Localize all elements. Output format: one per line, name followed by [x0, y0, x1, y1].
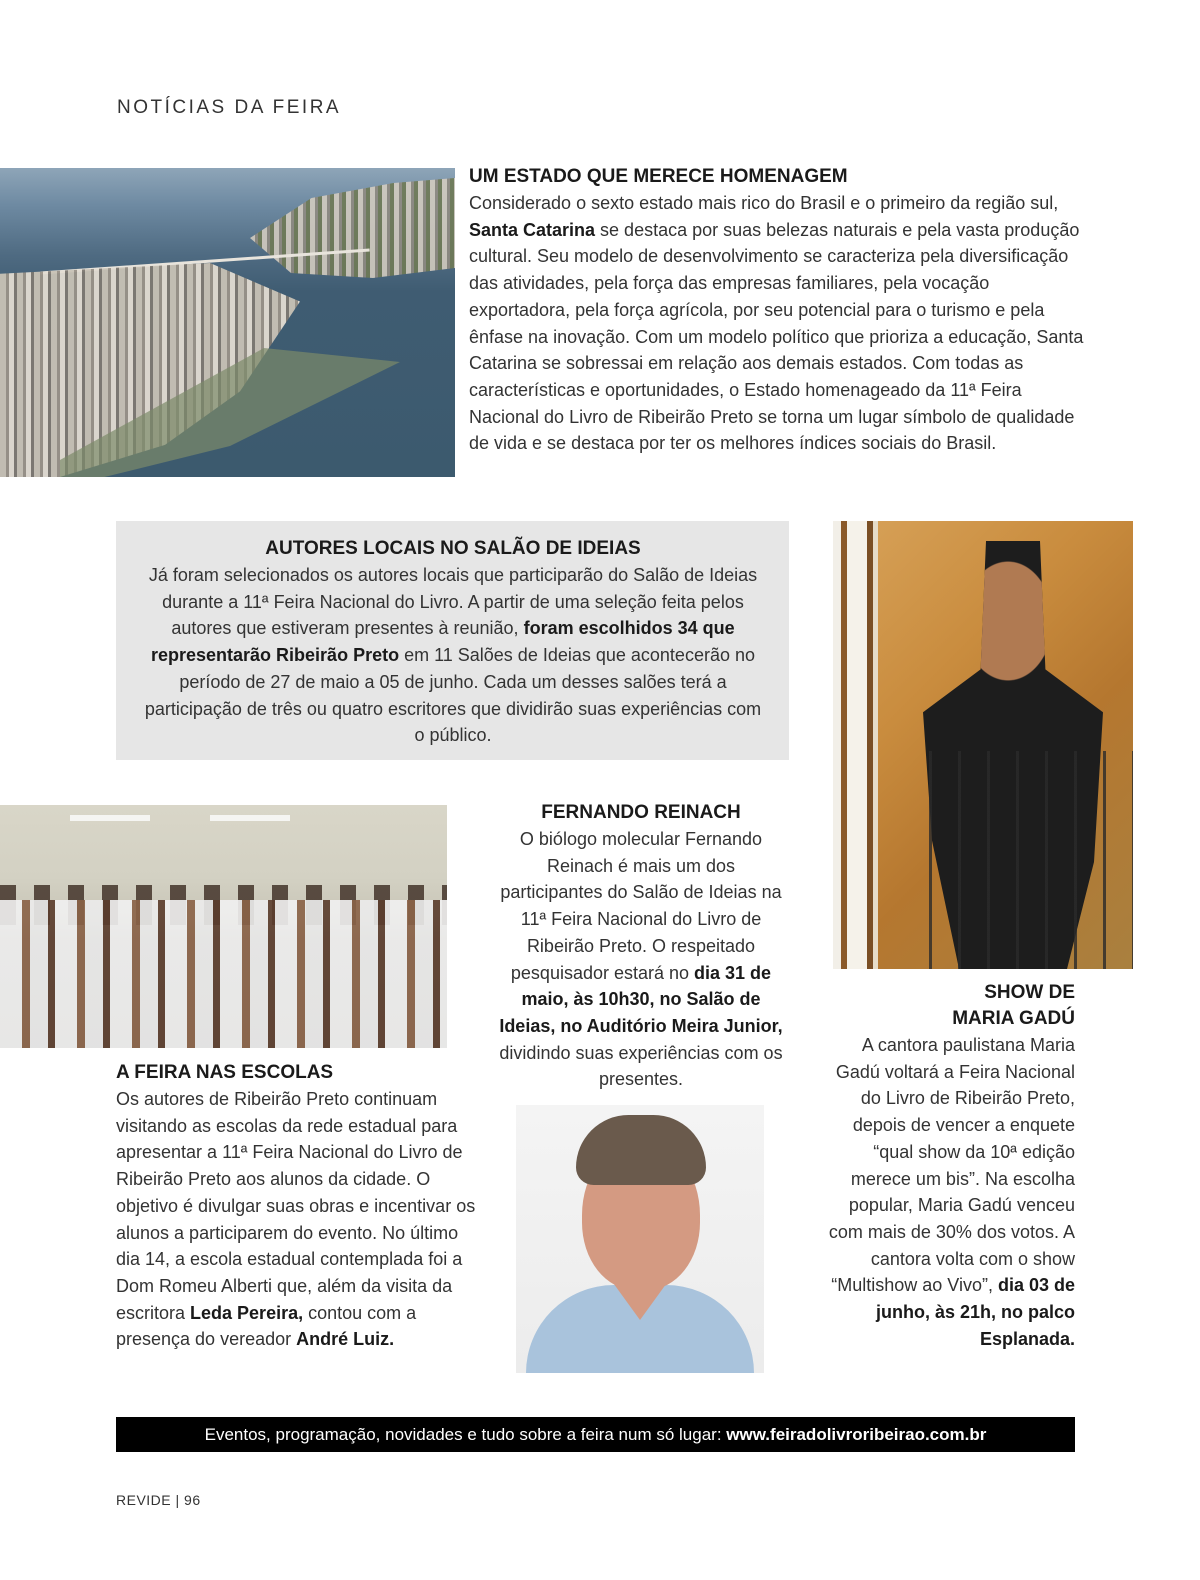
article-title: AUTORES LOCAIS NO SALÃO DE IDEIAS [265, 538, 641, 559]
article-show-maria-gadu [820, 980, 1075, 1352]
article-body: Considerado o sexto estado mais rico do Brasil e o primeiro da região sul, Santa Catarina se destaca por suas belezas naturais e pela vasta produção cultural. Seu modelo de desenvolvimento se caracteriza pela diversificação das atividades, pela força das empresas familiares, pela vocação exportadora, pela força agrícola, por seu potencial para o turismo e pela ênfase na inovação. Com um modelo político que prioriza a educação, Santa Catarina se sobressai em relação aos demais estados. Com todas as características e oportunidades, o Estado homenageado da 11ª Feira Nacional do Livro de Ribeirão Preto se torna um lugar símbolo de qualidade de vida e se destaca por ter os melhores índices sociais do Brasil. [469, 193, 1084, 454]
page-folio: REVIDE | 96 [116, 1492, 201, 1508]
maria-gadu-photo [833, 521, 1133, 969]
article-title: UM ESTADO QUE MERECE HOMENAGEM [469, 166, 848, 187]
article-feira-escolas [116, 1060, 476, 1353]
article-body: Os autores de Ribeirão Preto continuam visitando as escolas da rede estadual para apresentar a 11ª Feira Nacional do Livro de Ribeirão Preto aos alunos da cidade. O objetivo é divulgar suas obras e incentivar os alunos a participarem do evento. No último dia 14, a escola estadual contemplada foi a Dom Romeu Alberti que, além da visita da escritora Leda Pereira, contou com a presença do vereador André Luiz. [116, 1089, 476, 1350]
article-title-line1: SHOW DE [984, 982, 1075, 1003]
article-title-line2: MARIA GADÚ [952, 1008, 1075, 1029]
school-students-photo [0, 805, 447, 1048]
article-title: A FEIRA NAS ESCOLAS [116, 1062, 334, 1083]
article-body: A cantora paulistana Maria Gadú voltará a Feira Nacional do Livro de Ribeirão Preto, depois de vencer a enquete “qual show da 10ª edição merece um bis”. Na escolha popular, Maria Gadú venceu com mais de 30% dos votos. A cantora volta com o show “Multishow ao Vivo”, dia 03 de junho, às 21h, no palco Esplanada. [828, 1035, 1075, 1349]
fernando-reinach-portrait [516, 1105, 764, 1373]
article-estado-homenagem [469, 164, 1084, 457]
article-title: FERNANDO REINACH [541, 802, 741, 823]
footer-text: Eventos, programação, novidades e tudo sobre a feira num só lugar: [204, 1425, 727, 1444]
footer-banner [116, 1417, 1075, 1452]
section-label: NOTÍCIAS DA FEIRA [117, 97, 342, 118]
autores-locais-box [116, 521, 789, 760]
footer-url-link[interactable]: www.feiradolivroribeirao.com.br [726, 1425, 987, 1444]
article-body: Já foram selecionados os autores locais que participarão do Salão de Ideias durante a 11ª Feira Nacional do Livro. A partir de uma seleção feita pelos autores que estiveram presentes à reunião, foram escolhidos 34 que representarão Ribeirão Preto em 11 Salões de Ideias que acontecerão no período de 27 de maio a 05 de junho. Cada um desses salões terá a participação de três ou quatro escritores que dividirão suas experiências com o público. [144, 565, 762, 746]
article-fernando-reinach [496, 800, 786, 1093]
aerial-city-photo [0, 168, 455, 477]
article-body: O biólogo molecular Fernando Reinach é mais um dos participantes do Salão de Ideias na 11ª Feira Nacional do Livro de Ribeirão Preto. O respeitado pesquisador estará no dia 31 de maio, às 10h30, no Salão de Ideias, no Auditório Meira Junior, dividindo suas experiências com os presentes. [499, 829, 783, 1090]
